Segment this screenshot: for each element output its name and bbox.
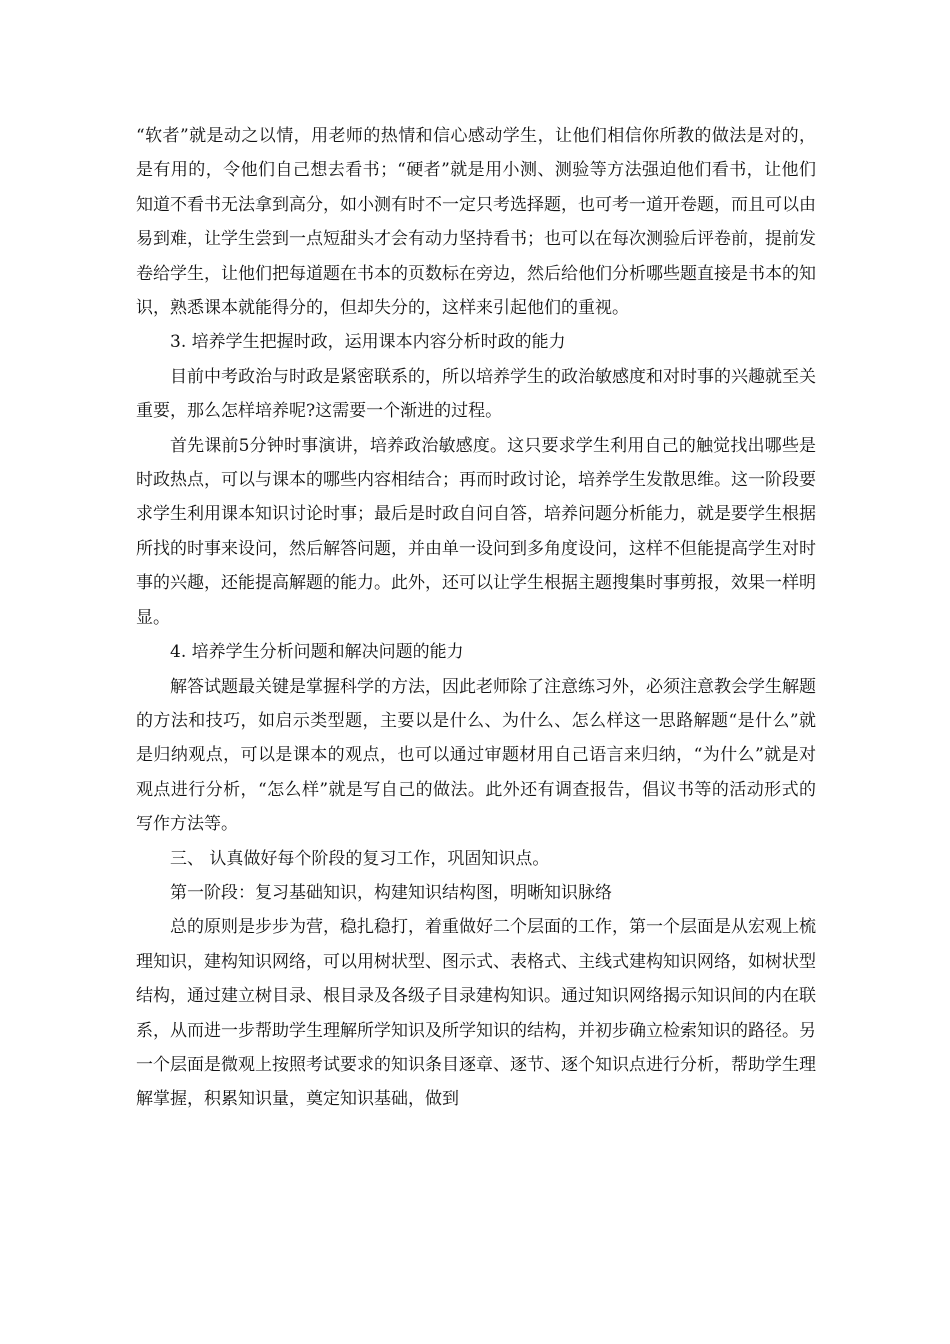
document-body <box>136 119 816 1117</box>
heading-section-3: 三、 认真做好每个阶段的复习工作，巩固知识点。 <box>170 848 550 869</box>
paragraph-4: 首先课前5分钟时事演讲，培养政治敏感度。这只要求学生利用自己的触觉找出哪些是时政热点，可以与课本的哪些内容相结合；再而时政讨论，培养学生发散思维。这一阶段要求学生利用课本知识讨论时事；最后是时政自问自答，培养问题分析能力，就是要学生根据所找的时事来设问，然后解答问题，并由单一设问到多角度设问，这样不但能提高学生对时事的兴趣，还能提高解题的能力。此外，还可以让学生根据主题搜集时事剪报，效果一样明显。 <box>136 435 816 628</box>
heading-stage-1: 第一阶段：复习基础知识，构建知识结构图，明晰知识脉络 <box>170 882 612 903</box>
paragraph-3: 目前中考政治与时政是紧密联系的，所以培养学生的政治敏感度和对时事的兴趣就至关重要，那么怎样培养呢?这需要一个渐进的过程。 <box>136 366 816 422</box>
paragraph-9: 总的原则是步步为营，稳扎稳打，着重做好二个层面的工作，第一个层面是从宏观上梳理知识，建构知识网络，可以用树状型、图示式、表格式、主线式建构知识网络，如树状型结构，通过建立树目录、根目录及各级子目录建构知识。通过知识网络揭示知识间的内在联系，从而进一步帮助学生理解所学知识及所学知识的结构，并初步确立检索知识的路径。另一个层面是微观上按照考试要求的知识条目逐章、逐节、逐个知识点进行分析，帮助学生理解掌握，积累知识量，奠定知识基础，做到 <box>136 917 816 1110</box>
heading-point-3: 3. 培养学生把握时政，运用课本内容分析时政的能力 <box>170 332 566 353</box>
paragraph-6: 解答试题最关键是掌握科学的方法，因此老师除了注意练习外，必须注意教会学生解题的方法和技巧，如启示类型题，主要以是什么、为什么、怎么样这一思路解题“是什么”就是归纳观点，可以是课本的观点，也可以通过审题材用自己语言来归纳，“为什么”就是对观点进行分析，“怎么样”就是写自己的做法。此外还有调查报告，倡议书等的活动形式的写作方法等。 <box>136 676 816 835</box>
heading-point-4: 4. 培养学生分析问题和解决问题的能力 <box>170 642 464 663</box>
paragraph-1: “软者”就是动之以情，用老师的热情和信心感动学生，让他们相信你所教的做法是对的，是有用的，令他们自己想去看书；“硬者”就是用小测、测验等方法强迫他们看书，让他们知道不看书无法拿到高分，如小测有时不一定只考选择题，也可考一道开卷题，而且可以由易到难，让学生尝到一点短甜头才会有动力坚持看书；也可以在每次测验后评卷前，提前发卷给学生，让他们把每道题在书本的页数标在旁边，然后给他们分析哪些题直接是书本的知识，熟悉课本就能得分的，但却失分的，这样来引起他们的重视。 <box>136 126 816 319</box>
